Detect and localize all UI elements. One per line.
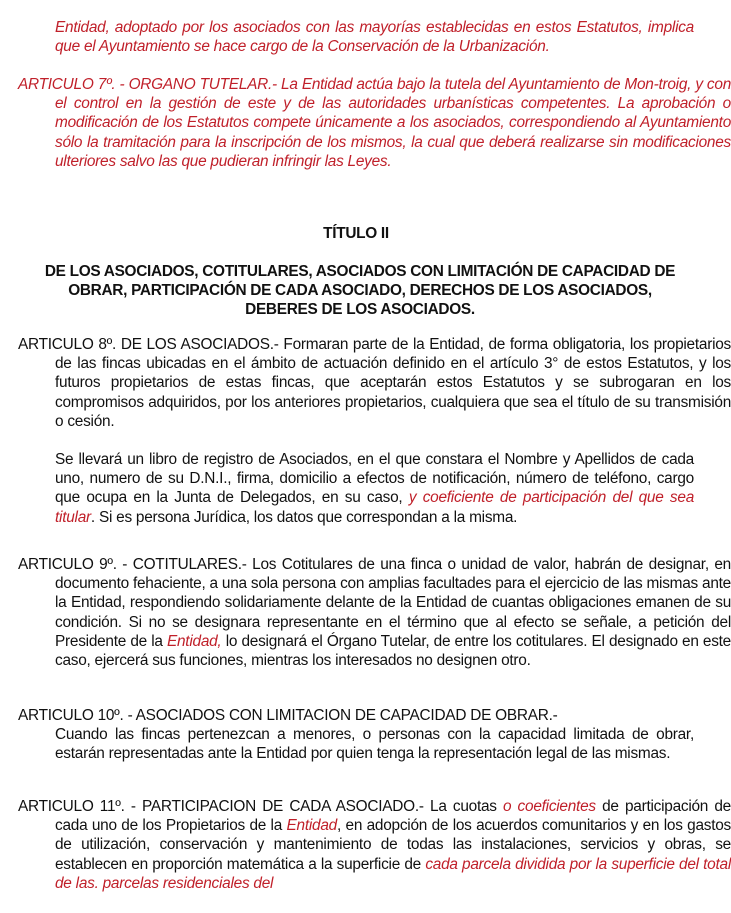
article-8: ARTICULO 8º. DE LOS ASOCIADOS.- Formaran parte de la Entidad, de forma obligatoria, los propietarios de las fincas ubicadas en el ámbito de actuación definido en el artículo 3° de estos Estatutos, y los futuros propietarios de estas fincas, que aceptarán estos Estatutos y se subrogaran en los compromisos adquiridos, por los anteriores propietarios, cualquiera que sea el título de su transmisión o cesión. [18, 336, 731, 430]
article-10-title: ARTICULO 10º. - ASOCIADOS CON LIMITACION DE CAPACIDAD DE OBRAR.- [18, 707, 558, 724]
article-11-highlight-2: Entidad [286, 817, 337, 835]
title-heading: DE LOS ASOCIADOS, COTITULARES, ASOCIADOS CON LIMITACIÓN DE CAPACIDAD DE OBRAR, PARTICIPACIÓN DE CADA ASOCIADO, DERECHOS DE LOS ASOCIADOS, DEBERES DE LOS ASOCIADOS. [44, 263, 676, 319]
intro-paragraph: Entidad, adoptado por los asociados con las mayorías establecidas en estos Estatutos, implica que el Ayuntamiento se hace cargo de la Conservación de la Urbanización. [55, 19, 694, 56]
article-8-p2-highlight: y coeficiente de participación del que sea titular [55, 489, 694, 526]
article-11-highlight-1: o coeficientes [503, 798, 596, 815]
article-9-text-a: ARTICULO 9º. - COTITULARES.- Los Cotitulares de una finca o unidad de valor, habrán de designar, en documento fehaciente, a una sola persona con amplias facultades para el ejercicio de las mismas ante la Entidad, respondiendo solidariamente delante de la Entidad de cuantas obligaciones emanen de su condición. Si no se designara representante en el término que al efecto se señale, a petición del Presidente de la [18, 556, 731, 650]
article-11-text-c: , en adopción de los acuerdos comunitarios y en los gastos de utilización, conservación y mantenimiento de todas las instalaciones, servicios y obras, se establecen en proporción matemática a la superficie de [55, 817, 731, 873]
article-11-text-b: de participación de cada uno de los Propietarios de la [55, 798, 731, 835]
article-8-p2-text-a: Se llevará un libro de registro de Asociados, en el que constara el Nombre y Apellidos de cada uno, numero de su D.N.I., firma, domicilio a efectos de notificación, número de teléfono, cargo que ocupa en la Junta de Delegados, en su caso, [55, 451, 694, 507]
article-11-highlight-3: cada parcela dividida por la superficie del total de las. parcelas residenciales del [55, 855, 731, 892]
article-10-text: Cuando las fincas pertenezcan a menores, o personas con la capacidad limitada de obrar, estarán representadas ante la Entidad por quien tenga la representación legal de las mismas. [55, 726, 694, 763]
article-9 [18, 555, 731, 670]
article-11 [18, 797, 731, 893]
article-9-highlight: Entidad, [166, 632, 222, 650]
article-11-text-a: ARTICULO 11º. - PARTICIPACION DE CADA ASOCIADO.- La cuotas [18, 798, 503, 815]
title-label: TÍTULO II [323, 225, 389, 242]
article-8-p2-text-b: . Si es persona Jurídica, los datos que correspondan a la misma. [90, 508, 518, 526]
article-7: ARTICULO 7º. - ORGANO TUTELAR.- La Entidad actúa bajo la tutela del Ayuntamiento de Mon-troig, y con el control en la gestión de este y de las autoridades urbanísticas competentes. La aprobación o modificación de los Estatutos compete únicamente a los asociados, correspondiendo al Ayuntamiento sólo la tramitación para la inscripción de los mismos, la cual que deberá realizarse sin modificaciones ulteriores salvo las que pudieran infringir las Leyes. [18, 76, 731, 170]
article-8-paragraph-2 [55, 450, 694, 527]
article-9-text-b: lo designará el Órgano Tutelar, de entre los cotitulares. El designado en este caso, ejercerá sus funciones, mientras los interesados no designen otro. [55, 632, 731, 670]
